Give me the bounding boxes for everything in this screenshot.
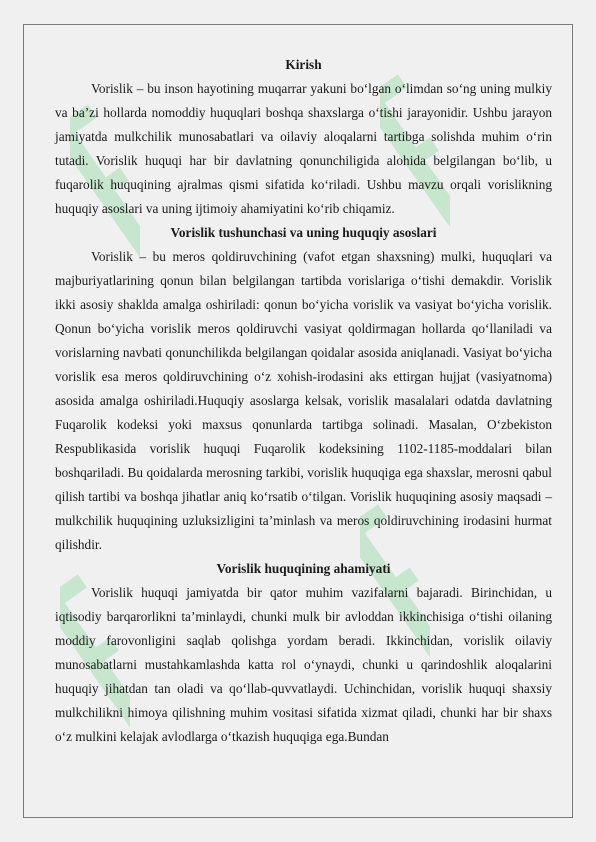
document-body: [55, 53, 552, 749]
page-title: Kirish: [285, 57, 322, 72]
section-paragraph-importance: Vorislik huquqi jamiyatda bir qator muhim vazifalarni bajaradi. Birinchidan, u iqtisodiy barqarorlikni ta’minlaydi, chunki mulk bir avloddan ikkinchisiga o‘tishi oilaning moddiy farovonligini saqlab qolishga yordam beradi. Ikkinchidan, vorislik oilaviy munosabatlarni mustahkamlashda katta rol o‘ynaydi, chunki u qarindoshlik aloqalarini huquqiy jihatdan tan oladi va qo‘llab-quvvatlaydi. Uchinchidan, vorislik huquqi shaxsiy mulkchilikni himoya qilishning muhim vositasi sifatida xizmat qiladi, chunki har bir shaxs o‘z mulkini kelajak avlodlarga o‘tkazish huquqiga ega.Bundan: [55, 585, 552, 744]
section-heading-importance: Vorislik huquqining ahamiyati: [216, 561, 391, 576]
intro-paragraph: Vorislik – bu inson hayotining muqarrar yakuni bo‘lgan o‘limdan so‘ng uning mulkiy va ba’zi hollarda nomoddiy huquqlari boshqa shaxslarga o‘tishi jarayonidir. Ushbu jarayon jamiyatda mulkchilik munosabatlari va oilaviy aloqalarni tartibga solishda muhim o‘rin tutadi. Vorislik huquqi har bir davlatning qonunchiligida alohida belgilangan bo‘lib, u fuqarolik huquqining ajralmas qismi sifatida ko‘riladi. Ushbu mavzu orqali vorislikning huquqiy asoslari va uning ijtimoiy ahamiyatini ko‘rib chiqamiz.: [55, 81, 552, 216]
section-heading-concept: Vorislik tushunchasi va uning huquqiy asoslari: [170, 225, 437, 240]
section-paragraph-concept: Vorislik – bu meros qoldiruvchining (vafot etgan shaxsning) mulki, huquqlari va majburiyatlarining qonun bilan belgilangan tartibda vorislariga o‘tishi demakdir. Vorislik ikki asosiy shaklda amalga oshiriladi: qonun bo‘yicha vorislik va vasiyat bo‘yicha vorislik. Qonun bo‘yicha vorislik meros qoldiruvchi vasiyat qoldirmagan hollarda qo‘llaniladi va vorislarning navbati qonunchilikda belgilangan qoidalar asosida aniqlanadi. Vasiyat bo‘yicha vorislik esa meros qoldiruvchining o‘z xohish-irodasini aks ettirgan hujjat (vasiyatnoma) asosida amalga oshiriladi.Huquqiy asoslarga kelsak, vorislik masalalari odatda davlatning Fuqarolik kodeksi yoki maxsus qonunlarda tartibga solinadi. Masalan, O‘zbekiston Respublikasida vorislik huquqi Fuqarolik kodeksining 1102-1185-moddalari bilan boshqariladi. Bu qoidalarda merosning tarkibi, vorislik huquqiga ega shaxslar, merosni qabul qilish tartibi va boshqa jihatlar aniq ko‘rsatib o‘tilgan. Vorislik huquqining asosiy maqsadi – mulkchilik huquqining uzluksizligini ta’minlash va meros qoldiruvchining irodasini hurmat qilishdir.: [55, 249, 552, 552]
